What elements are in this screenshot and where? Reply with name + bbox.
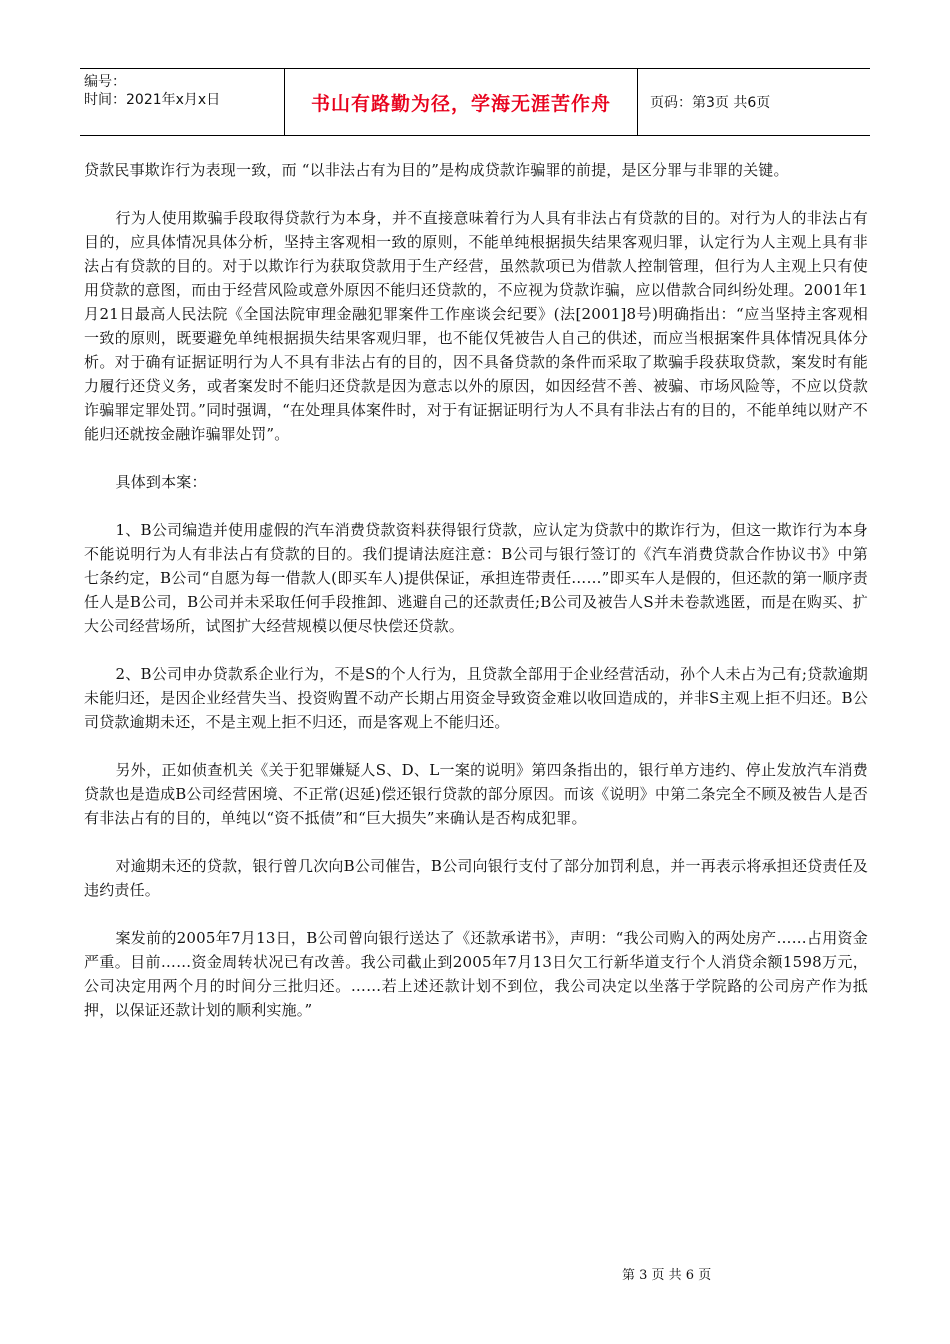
paragraph: 具体到本案： — [115, 473, 207, 491]
document-number-label: 编号： — [84, 74, 126, 90]
paragraph: 案发前的2005年7月13日，B公司曾向银行送达了《还款承诺书》，声明：“我公司购入的两处房产……占用资金严重。目前……资金周转状况已有改善。我公司截止到2005年7月13日欠工行新华道支行个人消贷余额1598万元，公司决定用两个月的时间分三批归还。……若上述还款计划不到位，我公司决定以坐落于学院路的公司房产作为抵押，以保证还款计划的顺利实施。” — [84, 929, 868, 1019]
paragraph: 2、B公司申办贷款系企业行为，不是S的个人行为，且贷款全部用于企业经营活动，孙个人未占为己有;贷款逾期未能归还，是因企业经营失当、投资购置不动产长期占用资金导致资金难以收回造成的，并非S主观上拒不归还。B公司贷款逾期未还，不是主观上拒不归还，而是客观上不能归还。 — [84, 665, 868, 731]
header-meta — [80, 69, 285, 135]
document-header — [80, 68, 870, 136]
document-time: 时间：2021年x月x日 — [84, 92, 221, 108]
paragraph: 贷款民事欺诈行为表现一致，而 “以非法占有为目的”是构成贷款诈骗罪的前提，是区分罪与非罪的关键。 — [84, 161, 789, 179]
paragraph: 对逾期未还的贷款，银行曾几次向B公司催告，B公司向银行支付了部分加罚利息，并一再表示将承担还贷责任及违约责任。 — [84, 857, 868, 899]
footer-page-number: 第 3 页 共 6 页 — [622, 1268, 712, 1283]
header-motto: 书山有路勤为径，学海无涯苦作舟 — [285, 69, 638, 135]
paragraph: 1、B公司编造并使用虚假的汽车消费贷款资料获得银行贷款，应认定为贷款中的欺诈行为，但这一欺诈行为本身不能说明行为人有非法占有贷款的目的。我们提请法庭注意：B公司与银行签订的《汽车消费贷款合作协议书》中第七条约定，B公司“自愿为每一借款人(即买车人)提供保证，承担连带责任……”即买车人是假的，但还款的第一顺序责任人是B公司，B公司并未采取任何手段推卸、逃避自己的还款责任;B公司及被告人S并未卷款逃匿，而是在购买、扩大公司经营场所，试图扩大经营规模以便尽快偿还贷款。 — [84, 521, 868, 635]
document-body — [84, 158, 868, 1046]
paragraph: 另外，正如侦查机关《关于犯罪嫌疑人S、D、L一案的说明》第四条指出的，银行单方违约、停止发放汽车消费贷款也是造成B公司经营困境、不正常(迟延)偿还银行贷款的部分原因。而该《说明》中第二条完全不顾及被告人是否有非法占有的目的，单纯以“资不抵债”和“巨大损失”来确认是否构成犯罪。 — [84, 761, 868, 827]
header-page-info: 页码：第3页 共6页 — [650, 95, 771, 111]
paragraph: 行为人使用欺骗手段取得贷款行为本身，并不直接意味着行为人具有非法占有贷款的目的。对行为人的非法占有目的，应具体情况具体分析，坚持主客观相一致的原则，不能单纯根据损失结果客观归罪，认定行为人主观上具有非法占有贷款的目的。对于以欺诈行为获取贷款用于生产经营，虽然款项已为借款人控制管理，但行为人主观上只有使用贷款的意图，而由于经营风险或意外原因不能归还贷款的，不应视为贷款诈骗，应以借款合同纠纷处理。2001年1月21日最高人民法院《全国法院审理金融犯罪案件工作座谈会纪要》(法[2001]8号)明确指出：“应当坚持主客观相一致的原则，既要避免单纯根据损失结果客观归罪，也不能仅凭被告人自己的供述，而应当根据案件具体情况具体分析。对于确有证据证明行为人不具有非法占有的目的，因不具备贷款的条件而采取了欺骗手段获取贷款，案发时有能力履行还贷义务，或者案发时不能归还贷款是因为意志以外的原因，如因经营不善、被骗、市场风险等，不应以贷款诈骗罪定罪处罚。”同时强调，“在处理具体案件时，对于有证据证明行为人不具有非法占有的目的，不能单纯以财产不能归还就按金融诈骗罪处罚”。 — [84, 209, 868, 443]
